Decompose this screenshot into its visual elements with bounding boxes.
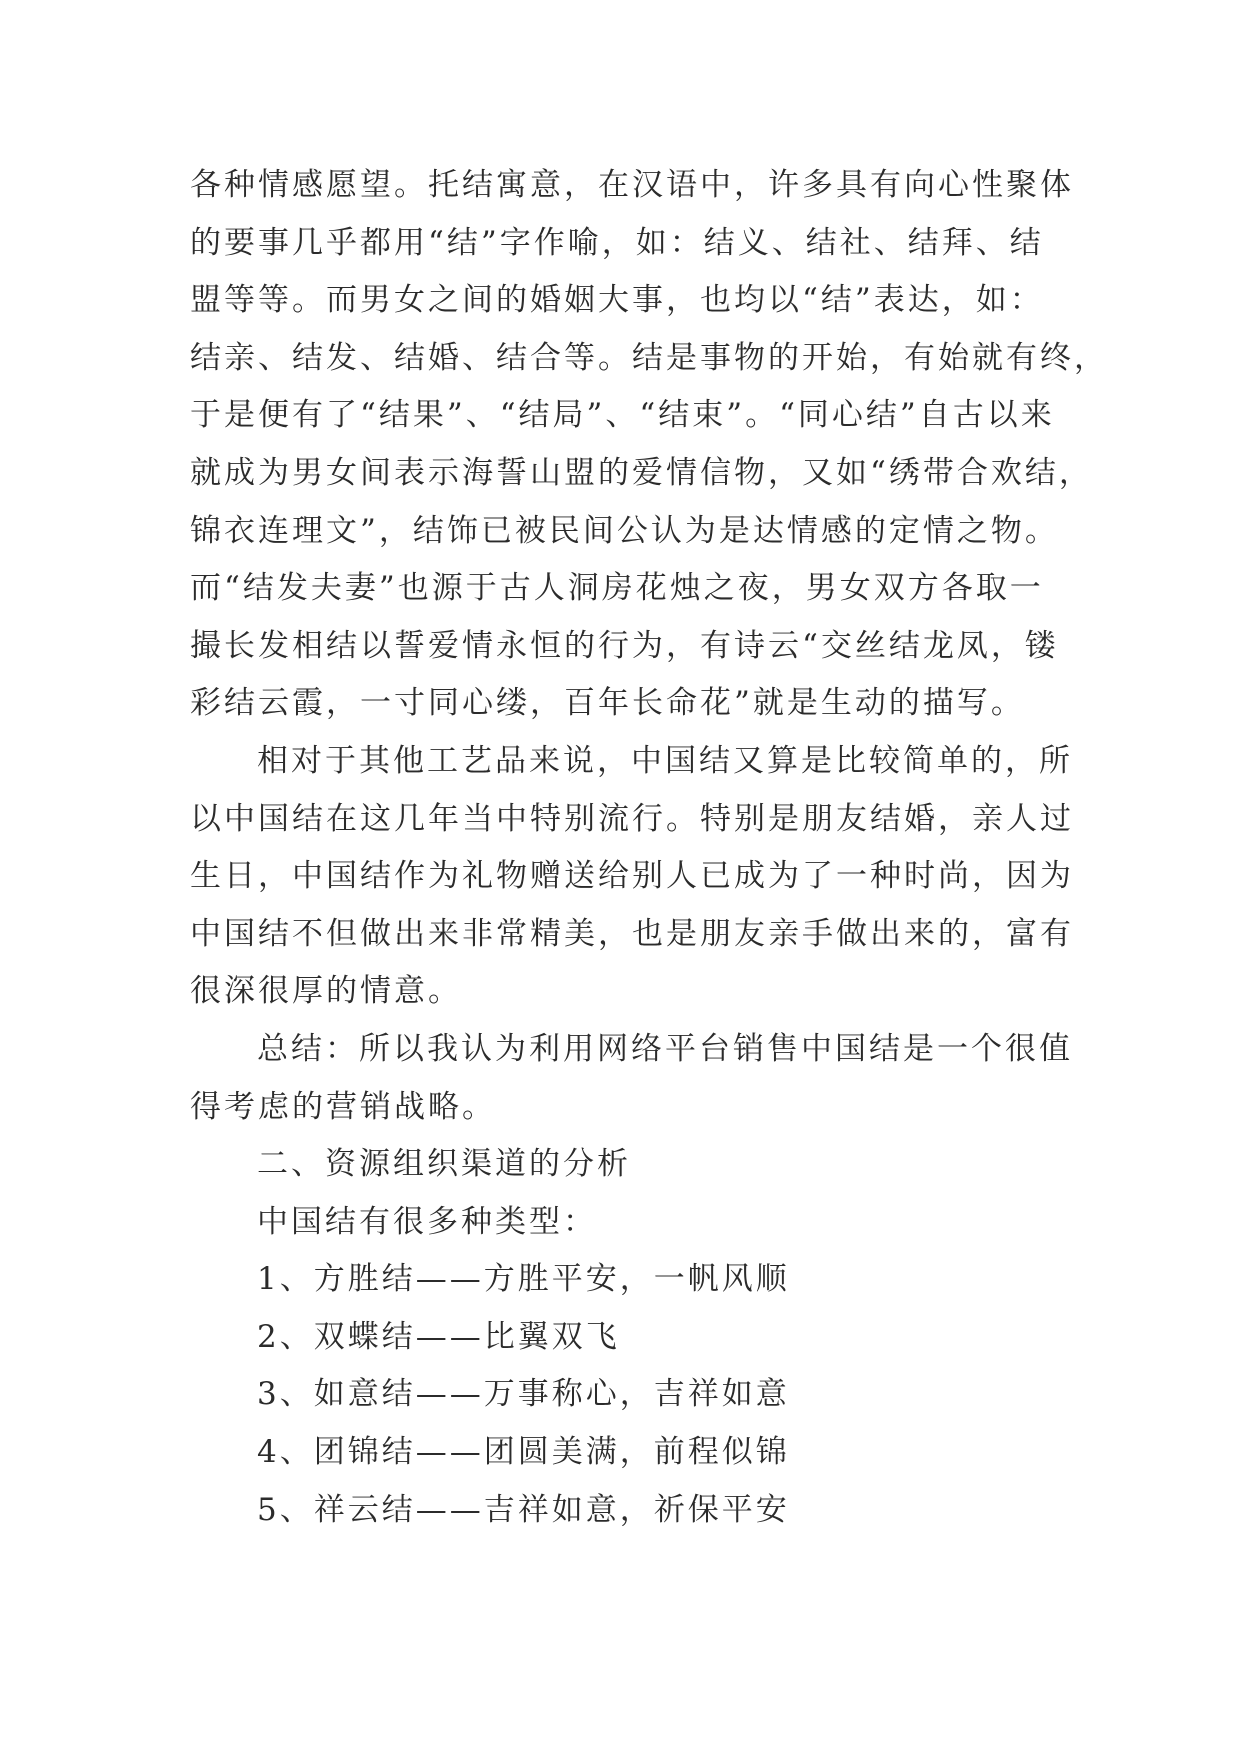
text-line: 中国结不但做出来非常精美，也是朋友亲手做出来的，富有 — [190, 915, 1074, 952]
summary-paragraph — [190, 1021, 1073, 1136]
knot-type-list — [190, 1251, 1070, 1539]
document-body — [190, 157, 1108, 1539]
list-intro: 中国结有很多种类型： — [257, 1203, 597, 1240]
list-item: 1、方胜结——方胜平安，一帆风顺 — [257, 1261, 790, 1298]
list-item: 2、双蝶结——比翼双飞 — [257, 1318, 620, 1355]
list-item: 3、如意结——万事称心，吉祥如意 — [257, 1376, 790, 1413]
text-line: 以中国结在这几年当中特别流行。特别是朋友结婚，亲人过 — [190, 800, 1074, 837]
paragraph — [190, 157, 1108, 733]
text-line: 总结：所以我认为利用网络平台销售中国结是一个很值 — [257, 1030, 1073, 1067]
text-line: 很深很厚的情意。 — [190, 973, 462, 1010]
text-line: 彩结云霞，一寸同心缕，百年长命花”就是生动的描写。 — [190, 685, 1025, 722]
text-line: 锦衣连理文”，结饰已被民间公认为是达情感的定情之物。 — [190, 512, 1059, 549]
section-heading: 二、资源组织渠道的分析 — [257, 1146, 631, 1183]
text-line: 撮长发相结以誓爱情永恒的行为，有诗云“交丝结龙凤，镂 — [190, 627, 1059, 664]
text-line: 而“结发夫妻”也源于古人洞房花烛之夜，男女双方各取一 — [190, 570, 1044, 607]
text-line: 各种情感愿望。托结寓意，在汉语中，许多具有向心性聚体 — [190, 167, 1074, 203]
text-line: 的要事几乎都用“结”字作喻，如：结义、结社、结拜、结 — [190, 224, 1044, 261]
text-line: 生日，中国结作为礼物赠送给别人已成为了一种时尚，因为 — [190, 858, 1074, 895]
text-line: 相对于其他工艺品来说，中国结又算是比较简单的，所 — [257, 742, 1073, 779]
text-line: 结亲、结发、结婚、结合等。结是事物的开始，有始就有终， — [190, 339, 1108, 376]
text-line: 于是便有了“结果”、“结局”、“结束”。“同心结”自古以来 — [190, 397, 1055, 434]
text-line: 盟等等。而男女之间的婚姻大事，也均以“结”表达，如： — [190, 282, 1044, 319]
text-line: 得考虑的营销战略。 — [190, 1088, 496, 1125]
paragraph — [190, 733, 1074, 1021]
list-item: 4、团锦结——团圆美满，前程似锦 — [257, 1434, 790, 1471]
text-line: 就成为男女间表示海誓山盟的爱情信物，又如“绣带合欢结， — [190, 454, 1093, 491]
list-item: 5、祥云结——吉祥如意，祈保平安 — [257, 1491, 790, 1528]
